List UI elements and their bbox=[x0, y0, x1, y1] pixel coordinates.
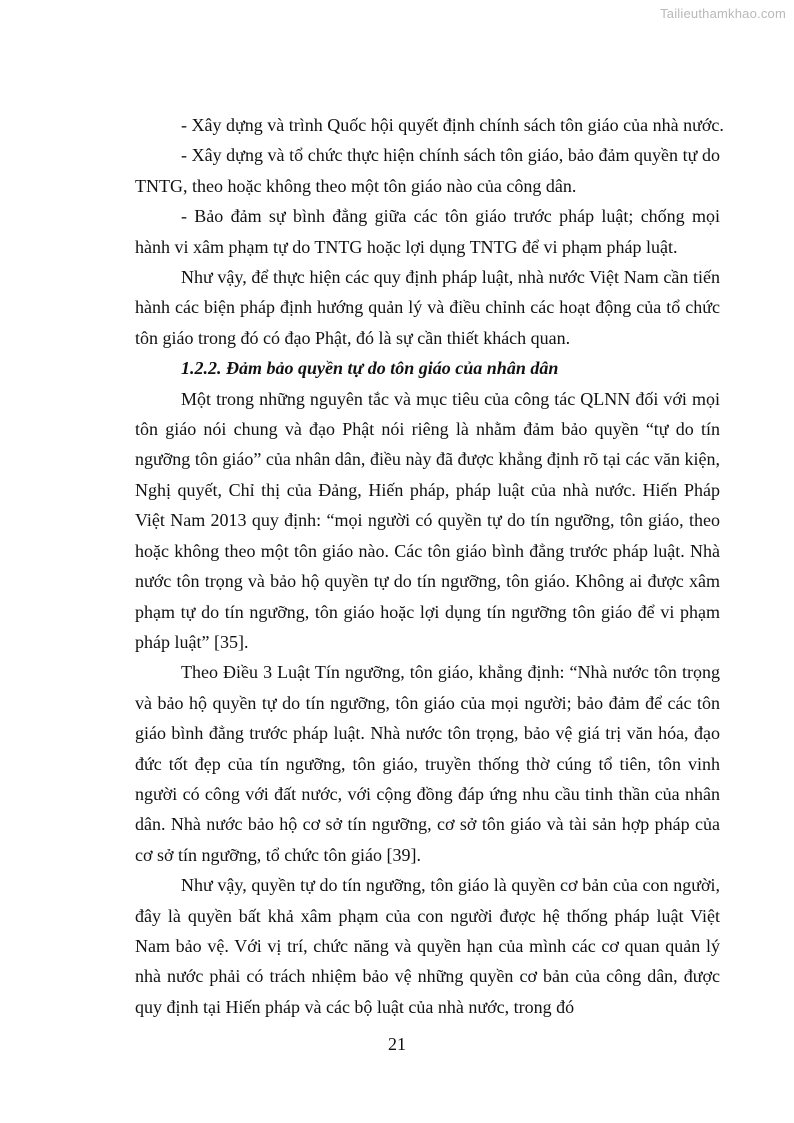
paragraph-bullet-1: - Xây dựng và trình Quốc hội quyết định chính sách tôn giáo của nhà nước. bbox=[181, 115, 724, 135]
watermark-text: Tailieuthamkhao.com bbox=[660, 6, 786, 21]
paragraph-principles: Một trong những nguyên tắc và mục tiêu của công tác QLNN đối với mọi tôn giáo nói chung và đạo Phật nói riêng là nhằm đảm bảo quyền “tự do tín ngưỡng tôn giáo” của nhân dân, điều này đã được khẳng định rõ tại các văn kiện, Nghị quyết, Chỉ thị của Đảng, Hiến pháp, pháp luật của nhà nước. Hiến Pháp Việt Nam 2013 quy định: “mọi người có quyền tự do tín ngưỡng, tôn giáo, theo hoặc không theo một tôn giáo nào. Các tôn giáo bình đẳng trước pháp luật. Nhà nước tôn trọng và bảo hộ quyền tự do tín ngưỡng, tôn giáo. Không ai được xâm phạm tự do tín ngưỡng, tôn giáo hoặc lợi dụng tín ngưỡng tôn giáo để vi phạm pháp luật” [35]. bbox=[135, 388, 720, 652]
paragraph-rights: Như vậy, quyền tự do tín ngưỡng, tôn giáo là quyền cơ bản của con người, đây là quyền bất khả xâm phạm của con người được hệ thống pháp luật Việt Nam bảo vệ. Với vị trí, chức năng và quyền hạn của mình các cơ quan quản lý nhà nước phải có trách nhiệm bảo vệ những quyền cơ bản của công dân, được quy định tại Hiến pháp và các bộ luật của nhà nước, trong đó bbox=[135, 875, 720, 1017]
page-number: 21 bbox=[388, 1034, 406, 1054]
paragraph-bullet-2: - Xây dựng và tổ chức thực hiện chính sách tôn giáo, bảo đảm quyền tự do TNTG, theo hoặc không theo một tôn giáo nào của công dân. bbox=[135, 145, 720, 196]
paragraph-article-3: Theo Điều 3 Luật Tín ngưỡng, tôn giáo, khẳng định: “Nhà nước tôn trọng và bảo hộ quyền tự do tín ngưỡng, tôn giáo của mọi người; bảo đảm để các tôn giáo bình đẳng trước pháp luật. Nhà nước tôn trọng, bảo vệ giá trị văn hóa, đạo đức tốt đẹp của tín ngưỡng, tôn giáo, truyền thống thờ cúng tổ tiên, tôn vinh người có công với đất nước, với cộng đồng đáp ứng nhu cầu tinh thần của nhân dân. Nhà nước bảo hộ cơ sở tín ngưỡng, cơ sở tôn giáo và tài sản hợp pháp của cơ sở tín ngưỡng, tổ chức tôn giáo [39]. bbox=[135, 662, 720, 865]
section-heading: 1.2.2. Đảm bảo quyền tự do tôn giáo của nhân dân bbox=[181, 358, 559, 379]
paragraph-conclusion: Như vậy, để thực hiện các quy định pháp luật, nhà nước Việt Nam cần tiến hành các biện pháp định hướng quản lý và điều chỉnh các hoạt động của tổ chức tôn giáo trong đó có đạo Phật, đó là sự cần thiết khách quan. bbox=[135, 267, 720, 348]
page-body bbox=[135, 110, 724, 1022]
paragraph-bullet-3: - Bảo đảm sự bình đẳng giữa các tôn giáo trước pháp luật; chống mọi hành vi xâm phạm tự do TNTG hoặc lợi dụng TNTG để vi phạm pháp luật. bbox=[135, 206, 720, 257]
